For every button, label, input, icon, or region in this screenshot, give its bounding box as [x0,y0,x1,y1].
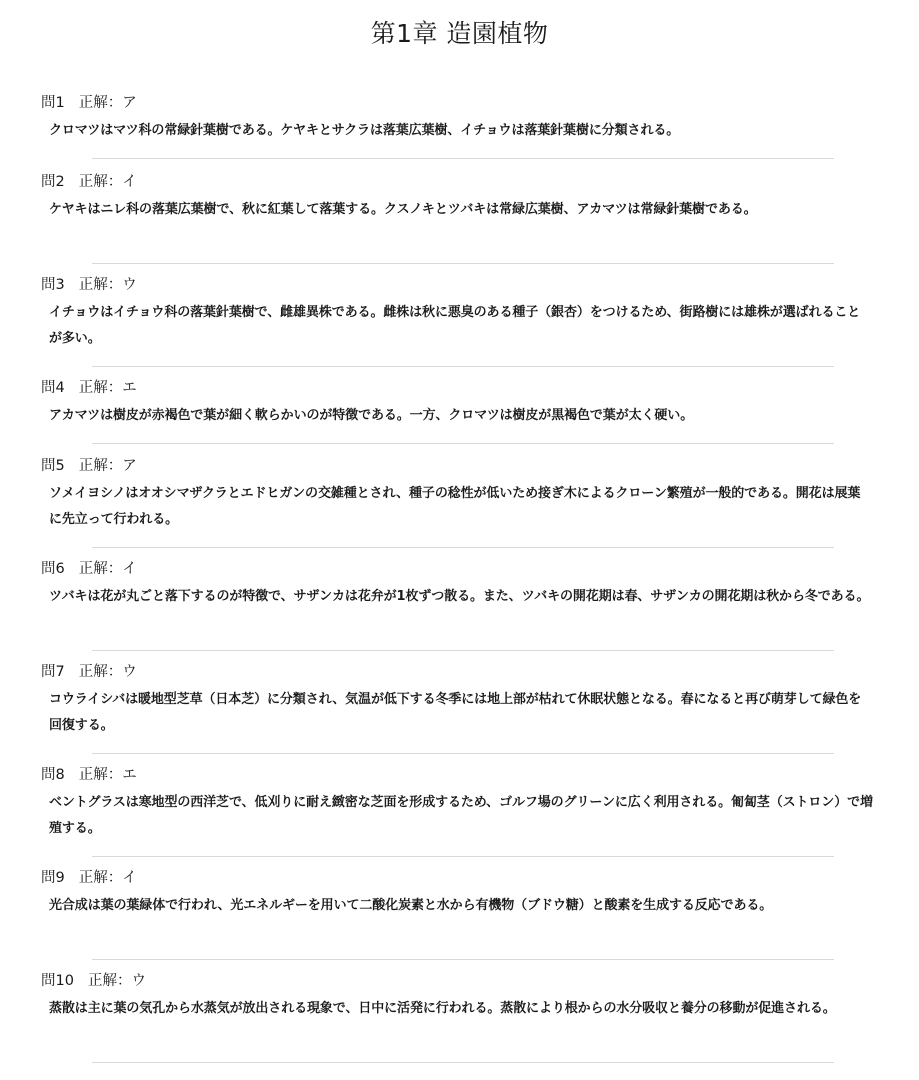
answer-value: エ [122,767,137,783]
question-header [41,93,137,113]
question-divider [92,547,834,548]
question-explanation: 光合成は葉の葉緑体で行われ、光エネルギーを用いて二酸化炭素と水から有機物（ブドウ糖）と酸素を生成する反応である。 [49,898,773,913]
question-divider [92,856,834,857]
question-explanation: 蒸散は主に葉の気孔から水蒸気が放出される現象で、日中に活発に行われる。蒸散により根からの水分吸収と養分の移動が促進される。 [49,1001,836,1016]
answer-label: 正解： [78,870,123,886]
answer-value: ウ [122,277,137,293]
question-header [41,765,137,785]
answer-value: イ [122,870,137,886]
question-header [41,971,146,991]
question-explanation: クロマツはマツ科の常緑針葉樹である。ケヤキとサクラは落葉広葉樹、イチョウは落葉針葉樹に分類される。 [49,123,680,138]
question-header [41,275,137,295]
question-number: 問5 [41,458,65,474]
question-header [41,378,137,398]
question-divider [92,650,834,651]
question-divider [92,959,834,960]
question-number: 問10 [41,973,74,989]
answer-label: 正解： [78,664,123,680]
question-explanation: コウライシバは暖地型芝草（日本芝）に分類され、気温が低下する冬季には地上部が枯れて休眠状態となる。春になると再び萌芽して緑色を回復する。 [49,692,862,733]
answer-value: ア [122,458,137,474]
question-divider [92,443,834,444]
question-explanation: ケヤキはニレ科の落葉広葉樹で、秋に紅葉して落葉する。クスノキとツバキは常緑広葉樹、アカマツは常緑針葉樹である。 [49,202,757,217]
question-number: 問2 [41,174,65,190]
question-number: 問7 [41,664,65,680]
question-divider [92,753,834,754]
question-divider [92,366,834,367]
question-number: 問1 [41,95,65,111]
question-number: 問4 [41,380,65,396]
answer-label: 正解： [78,458,123,474]
question-number: 問9 [41,870,65,886]
question-divider [92,1062,834,1063]
question-divider [92,263,834,264]
answer-value: ウ [131,973,146,989]
answer-label: 正解： [78,174,123,190]
question-divider [92,158,834,159]
question-header [41,662,137,682]
question-explanation: ツバキは花が丸ごと落下するのが特徴で、サザンカは花弁が1枚ずつ散る。また、ツバキの開花期は春、サザンカの開花期は秋から冬である。 [49,589,870,604]
answer-label: 正解： [78,277,123,293]
answer-value: ウ [122,664,137,680]
answer-label: 正解： [78,380,123,396]
answer-label: 正解： [78,95,123,111]
answer-label: 正解： [87,973,132,989]
answer-label: 正解： [78,561,123,577]
question-explanation: ソメイヨシノはオオシマザクラとエドヒガンの交雑種とされ、種子の稔性が低いため接ぎ木によるクローン繁殖が一般的である。開花は展葉に先立って行われる。 [49,486,861,527]
question-number: 問8 [41,767,65,783]
question-explanation: イチョウはイチョウ科の落葉針葉樹で、雌雄異株である。雌株は秋に悪臭のある種子（銀杏）をつけるため、街路樹には雄株が選ばれることが多い。 [49,305,861,346]
question-header [41,868,137,888]
question-explanation: ベントグラスは寒地型の西洋芝で、低刈りに耐え緻密な芝面を形成するため、ゴルフ場のグリーンに広く利用される。匍匐茎（ストロン）で増殖する。 [49,795,873,836]
question-header [41,559,137,579]
answer-value: イ [122,561,137,577]
question-explanation: アカマツは樹皮が赤褐色で葉が細く軟らかいのが特徴である。一方、クロマツは樹皮が黒褐色で葉が太く硬い。 [49,408,694,423]
answer-value: イ [122,174,137,190]
question-header [41,172,137,192]
answer-value: エ [122,380,137,396]
answer-label: 正解： [78,767,123,783]
answer-value: ア [122,95,137,111]
question-number: 問6 [41,561,65,577]
question-number: 問3 [41,277,65,293]
question-header [41,456,137,476]
page-title: 第1章 造園植物 [370,19,549,48]
